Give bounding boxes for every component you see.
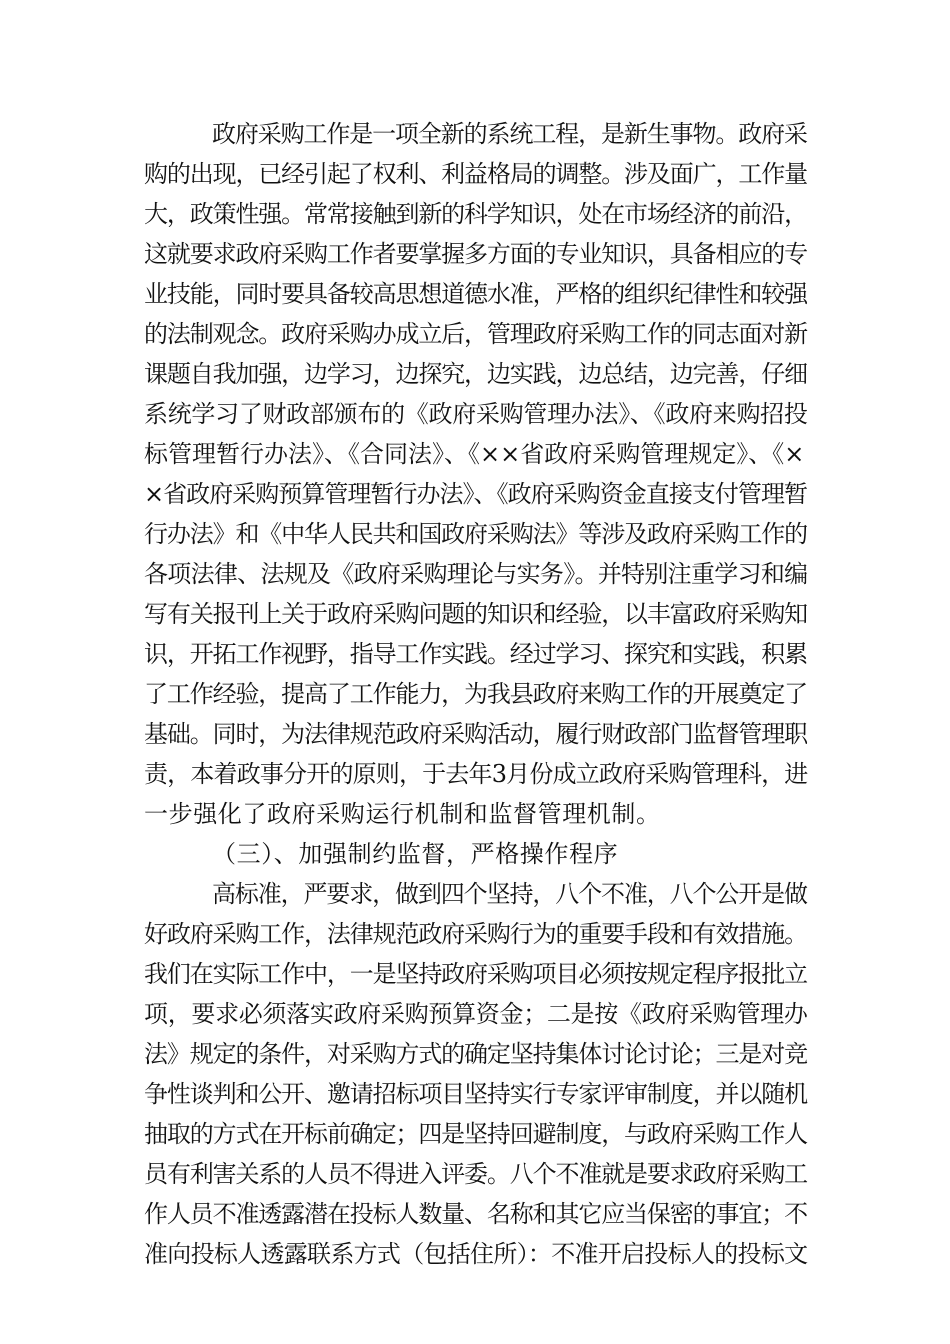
paragraph-1-line: ×省政府采购预算管理暂行办法》、《政府采购资金直接支付管理暂 bbox=[144, 480, 808, 508]
section-heading: （三）、加强制约监督，严格操作程序 bbox=[212, 840, 619, 868]
paragraph-1-line: 责，本着政事分开的原则，于去年3月份成立政府采购管理科，进 bbox=[144, 760, 808, 788]
paragraph-1-line: 课题自我加强，边学习，边探究，边实践，边总结，边完善，仔细 bbox=[144, 360, 807, 388]
paragraph-1-line: 业技能，同时要具备较高思想道德水准，严格的组织纪律性和较强 bbox=[144, 280, 807, 308]
paragraph-2-line: 好政府采购工作，法律规范政府采购行为的重要手段和有效措施。 bbox=[144, 920, 807, 948]
paragraph-1-line: 基础。同时，为法律规范政府采购活动，履行财政部门监督管理职 bbox=[144, 720, 807, 748]
paragraph-2-line: 法》规定的条件，对采购方式的确定坚持集体讨论讨论；三是对竞 bbox=[144, 1040, 807, 1068]
paragraph-1-line: 行办法》和《中华人民共和国政府采购法》等涉及政府采购工作的 bbox=[144, 520, 807, 548]
paragraph-2-line: 项，要求必须落实政府采购预算资金；二是按《政府采购管理办 bbox=[144, 1000, 808, 1028]
paragraph-2-line: 准向投标人透露联系方式（包括住所）：不准开启投标人的投标文 bbox=[144, 1240, 808, 1268]
paragraph-2-line: 抽取的方式在开标前确定；四是坚持回避制度，与政府采购工作人 bbox=[144, 1120, 807, 1148]
paragraph-2-line: 作人员不准透露潜在投标人数量、名称和其它应当保密的事宜；不 bbox=[144, 1200, 807, 1228]
paragraph-1-line: 识，开拓工作视野，指导工作实践。经过学习、探究和实践，积累 bbox=[144, 640, 807, 668]
paragraph-2-line: 争性谈判和公开、邀请招标项目坚持实行专家评审制度，并以随机 bbox=[144, 1080, 807, 1108]
paragraph-1-line: 的法制观念。政府采购办成立后，管理政府采购工作的同志面对新 bbox=[144, 320, 807, 348]
paragraph-1-line: 系统学习了财政部颁布的《政府采购管理办法》、《政府来购招投 bbox=[144, 400, 808, 428]
paragraph-1-line: 标管理暂行办法》、《合同法》、《××省政府采购管理规定》、《× bbox=[144, 440, 805, 468]
paragraph-2-line: 我们在实际工作中，一是坚持政府采购项目必须按规定程序报批立 bbox=[144, 960, 807, 988]
paragraph-1-line: 了工作经验，提高了工作能力，为我县政府来购工作的开展奠定了 bbox=[144, 680, 807, 708]
paragraph-1-line: 这就要求政府采购工作者要掌握多方面的专业知识，具备相应的专 bbox=[144, 240, 807, 268]
paragraph-2-line: 员有利害关系的人员不得进入评委。八个不准就是要求政府采购工 bbox=[144, 1160, 807, 1188]
paragraph-1-line: 大，政策性强。常常接触到新的科学知识，处在市场经济的前沿， bbox=[144, 200, 807, 228]
paragraph-2-line: 高标准，严要求，做到四个坚持，八个不准，八个公开是做 bbox=[212, 880, 807, 908]
paragraph-1-line: 一步强化了政府采购运行机制和监督管理机制。 bbox=[144, 800, 661, 828]
paragraph-1-line: 政府采购工作是一项全新的系统工程，是新生事物。政府采 bbox=[212, 120, 807, 148]
paragraph-1-line: 购的出现，已经引起了权利、利益格局的调整。涉及面广，工作量 bbox=[144, 160, 807, 188]
paragraph-1-line: 写有关报刊上关于政府采购问题的知识和经验，以丰富政府采购知 bbox=[144, 600, 807, 628]
paragraph-1-line: 各项法律、法规及《政府采购理论与实务》。并特别注重学习和编 bbox=[144, 560, 808, 588]
